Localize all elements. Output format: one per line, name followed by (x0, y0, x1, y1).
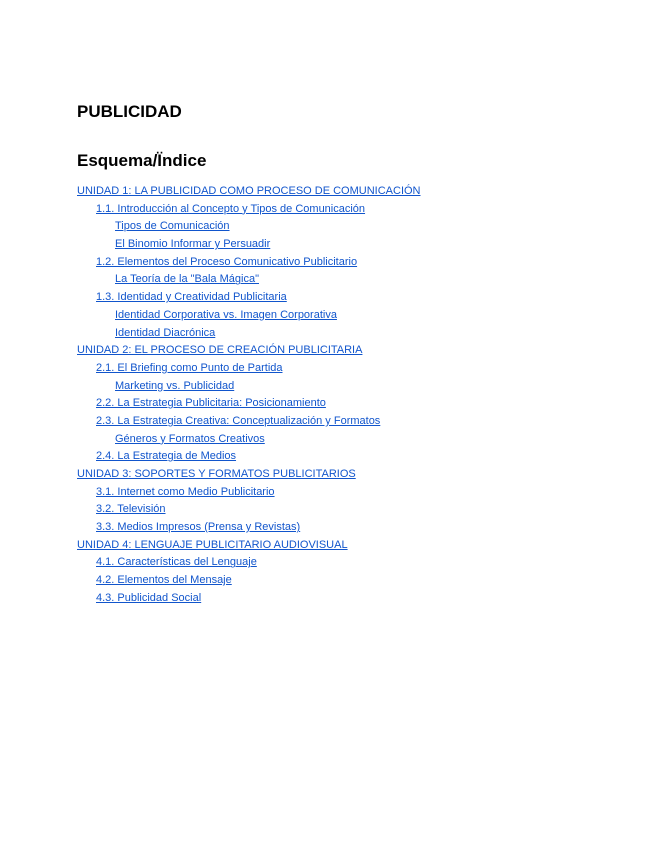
toc-subsection-item (0, 218, 421, 236)
toc-link[interactable]: 3.3. Medios Impresos (Prensa y Revistas) (96, 521, 301, 534)
toc-link[interactable]: UNIDAD 4: LENGUAJE PUBLICITARIO AUDIOVISUAL (77, 538, 348, 551)
toc-section-item (0, 289, 421, 307)
toc-section-item (0, 519, 421, 537)
toc-section-item (0, 413, 421, 431)
toc-section-item (0, 484, 421, 502)
toc-link[interactable]: Tipos de Comunicación (115, 220, 230, 233)
toc-subsection-item (0, 431, 421, 449)
toc-unit-item (0, 537, 421, 555)
toc-section-item (0, 572, 421, 590)
toc-unit-item (0, 466, 421, 484)
toc-subsection-item (0, 325, 421, 343)
toc-link[interactable]: 3.2. Televisión (96, 503, 166, 516)
toc-link[interactable]: 3.1. Internet como Medio Publicitario (96, 485, 275, 498)
toc-link[interactable]: Géneros y Formatos Creativos (115, 432, 265, 445)
toc-link[interactable]: 1.1. Introducción al Concepto y Tipos de Comunicación (96, 202, 366, 215)
toc-link[interactable]: 2.3. La Estrategia Creativa: Conceptualización y Formatos (96, 414, 381, 427)
toc-section-item (0, 201, 421, 219)
toc-link[interactable]: UNIDAD 2: EL PROCESO DE CREACIÓN PUBLICITARIA (77, 344, 363, 357)
toc-link[interactable]: 4.3. Publicidad Social (96, 591, 202, 604)
toc-link[interactable]: Marketing vs. Publicidad (115, 379, 235, 392)
toc-link[interactable]: 1.2. Elementos del Proceso Comunicativo Publicitario (96, 255, 358, 268)
document-title: PUBLICIDAD (77, 102, 182, 121)
toc-section-item (0, 501, 421, 519)
toc-link[interactable]: 2.2. La Estrategia Publicitaria: Posicionamiento (96, 397, 326, 410)
toc-subsection-item (0, 236, 421, 254)
toc-link[interactable]: 4.2. Elementos del Mensaje (96, 574, 232, 587)
toc-link[interactable]: Identidad Corporativa vs. Imagen Corporativa (115, 308, 337, 321)
toc-section-item (0, 448, 421, 466)
toc-section-item (0, 395, 421, 413)
toc-unit-item (0, 342, 421, 360)
toc-subsection-item (0, 307, 421, 325)
toc-subsection-item (0, 378, 421, 396)
toc-link[interactable]: UNIDAD 3: SOPORTES Y FORMATOS PUBLICITARIOS (77, 468, 356, 480)
toc-section-item (0, 590, 421, 608)
toc-link[interactable]: 2.4. La Estrategia de Medios (96, 450, 237, 463)
toc-subsection-item (0, 271, 421, 289)
toc-link[interactable]: 4.1. Características del Lenguaje (96, 556, 257, 569)
toc-link[interactable]: 2.1. El Briefing como Punto de Partida (96, 361, 283, 374)
toc-section-item (0, 254, 421, 272)
toc-heading: Esquema/Ïndice (77, 151, 207, 170)
toc-link[interactable]: 1.3. Identidad y Creatividad Publicitaria (96, 291, 287, 304)
toc-link[interactable]: UNIDAD 1: LA PUBLICIDAD COMO PROCESO DE COMUNICACIÓN (77, 185, 421, 197)
table-of-contents (0, 183, 421, 608)
toc-link[interactable]: La Teoría de la "Bala Mágica" (115, 273, 259, 286)
toc-section-item (0, 360, 421, 378)
toc-link[interactable]: Identidad Diacrónica (115, 326, 216, 339)
toc-link[interactable]: El Binomio Informar y Persuadir (115, 238, 271, 251)
toc-section-item (0, 554, 421, 572)
toc-unit-item (0, 183, 421, 201)
